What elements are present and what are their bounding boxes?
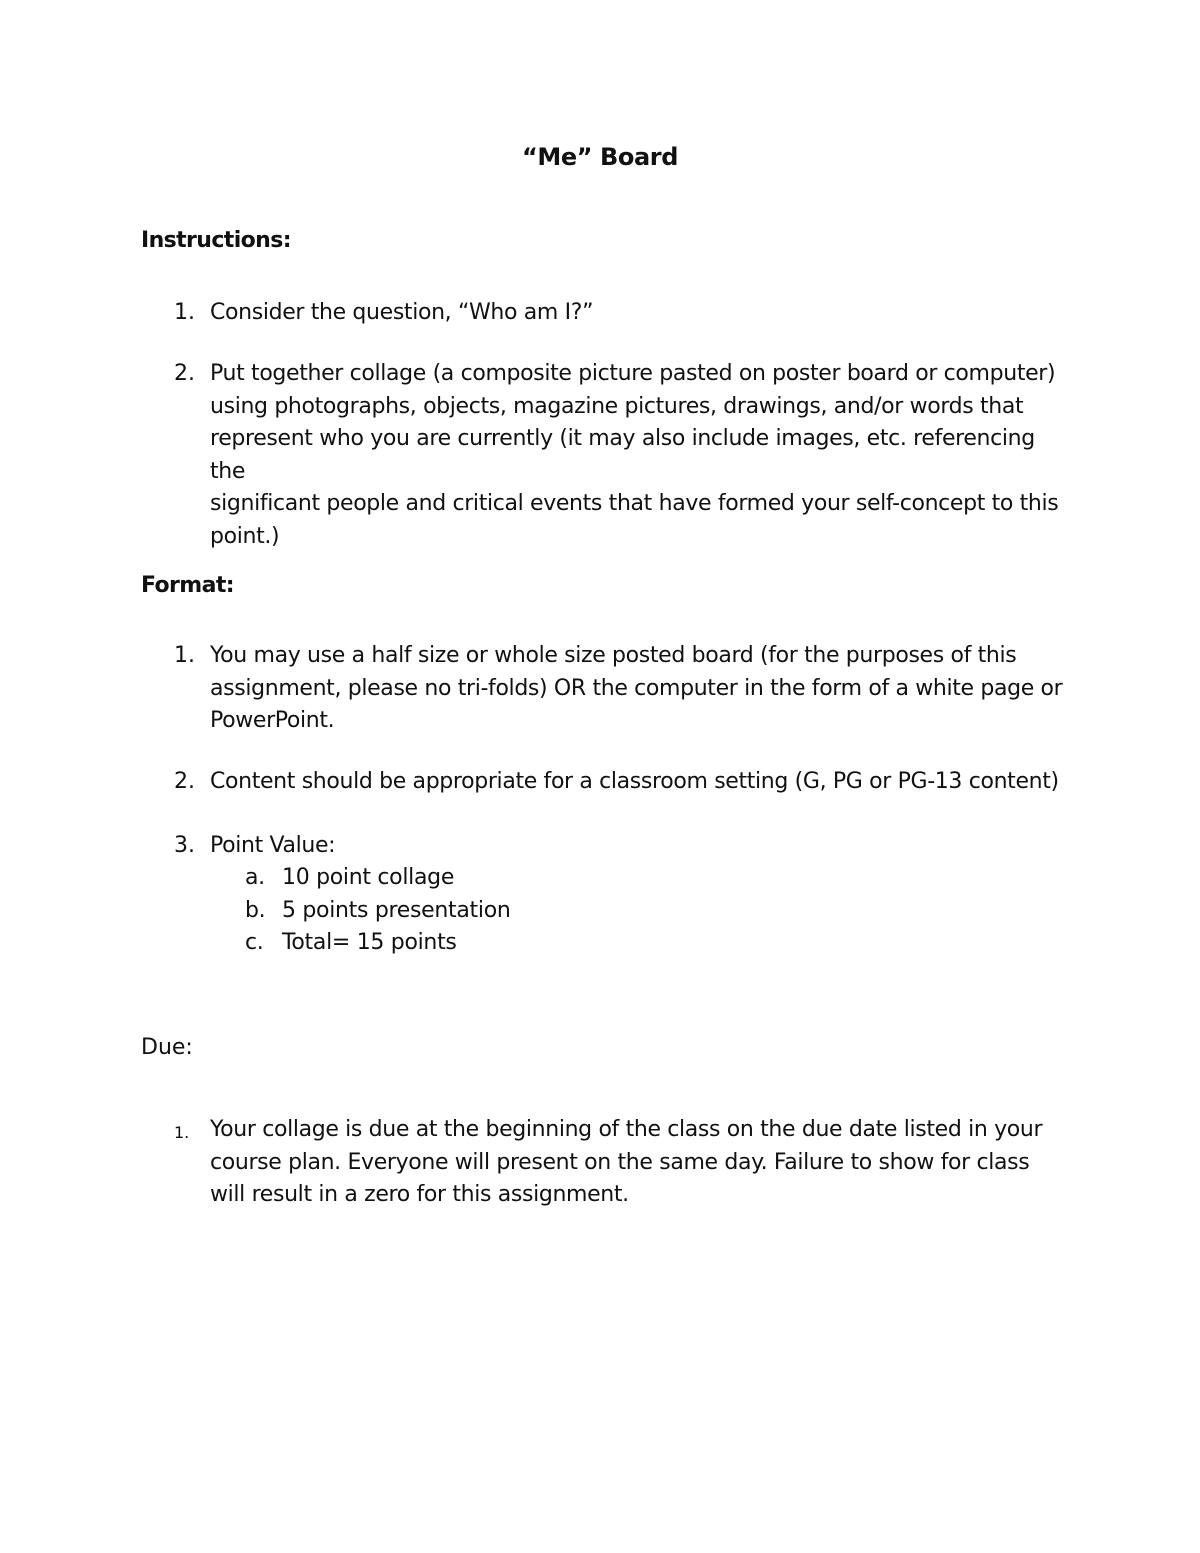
list-number: 1. [174, 1123, 190, 1142]
list-item-text: Content should be appropriate for a classroom setting (G, PG or PG-13 content) [210, 769, 1059, 794]
list-letter: c. [245, 930, 264, 955]
point-value-item-a [245, 862, 454, 895]
list-item-text: Consider the question, “Who am I?” [210, 300, 594, 325]
list-number: 3. [174, 833, 195, 858]
list-item-text: Total= 15 points [282, 930, 457, 955]
list-number: 1. [174, 643, 195, 668]
instructions-heading: Instructions: [141, 228, 291, 253]
list-number: 1. [174, 300, 195, 325]
instructions-item-2 [174, 358, 1074, 553]
format-item-2 [174, 766, 1074, 799]
list-number: 2. [174, 361, 195, 386]
list-letter: b. [245, 898, 266, 923]
list-letter: a. [245, 865, 265, 890]
list-item-text: 5 points presentation [282, 898, 511, 923]
format-item-1 [174, 640, 1074, 738]
list-item-text: Put together collage (a composite picture pasted on poster board or computer) using photographs, objects, magazine pictures, drawings, and/or words that represent who you are currently (it may also include images, etc. referencing the significant people and critical events that have formed your self-concept to this point.) [210, 361, 1059, 549]
format-item-3 [174, 830, 1074, 863]
list-item-text: You may use a half size or whole size posted board (for the purposes of this assignment, please no tri-folds) OR the computer in the form of a white page or PowerPoint. [210, 643, 1063, 733]
point-value-item-b [245, 895, 511, 928]
point-value-item-c [245, 927, 457, 960]
instructions-item-1 [174, 297, 1074, 330]
list-item-text: Your collage is due at the beginning of the class on the due date listed in your course plan. Everyone will present on the same day. Failure to show for class will result in a zero for this assignment. [210, 1117, 1043, 1207]
list-number: 2. [174, 769, 195, 794]
due-item-1 [174, 1114, 1074, 1212]
list-item-text: 10 point collage [282, 865, 455, 890]
due-heading: Due: [141, 1035, 193, 1060]
document-title: “Me” Board [521, 143, 679, 171]
format-heading: Format: [141, 573, 234, 598]
list-item-text: Point Value: [210, 833, 336, 858]
